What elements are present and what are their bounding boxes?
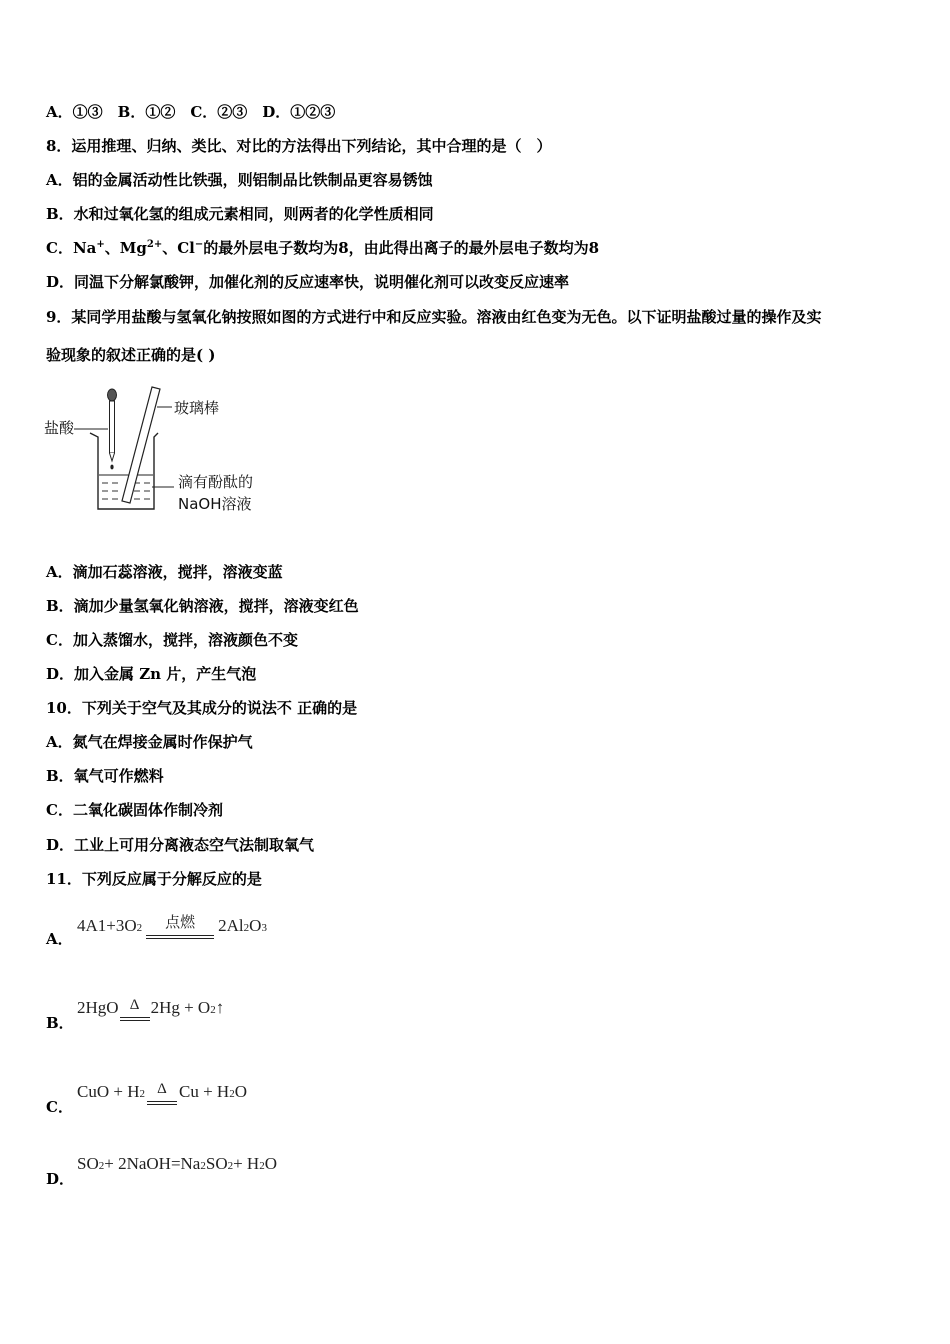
eq-c-condition-text: Δ: [157, 1081, 167, 1097]
q9-option-b: B．滴加少量氢氧化钠溶液，搅拌，溶液变红色: [46, 597, 359, 615]
q10-option-b: B．氧气可作燃料: [46, 767, 164, 785]
q11-option-a-equation: 4A1+3O 2 点燃 2Al 2 O 3: [77, 916, 267, 939]
q8-c-sup3: −: [194, 239, 204, 250]
q8-stem: 8．运用推理、归纳、类比、对比的方法得出下列结论，其中合理的是（ ）: [46, 137, 552, 155]
eq-b-double-bar: [120, 1017, 150, 1021]
q10-stem: 10．下列关于空气及其成分的说法不 正确的是: [46, 699, 358, 717]
eq-d-part4: + H: [233, 1154, 260, 1173]
q8-option-a: A．铝的金属活动性比铁强，则铝制品比铁制品更容易锈蚀: [46, 171, 433, 189]
q8-c-sup1: +: [96, 239, 105, 250]
q11-option-b-label: B．: [46, 1014, 74, 1032]
q11-option-c-equation: CuO + H 2 Δ Cu + H 2 O: [77, 1082, 247, 1105]
q8-c-prefix: C．Na: [46, 239, 97, 257]
q11-option-d-equation: SO 2 + 2NaOH=Na 2 SO 2 + H 2 O: [77, 1154, 277, 1173]
q10-option-c: C．二氧化碳固体作制冷剂: [46, 801, 223, 819]
eq-b-condition: [120, 997, 150, 1021]
label-solution-line2: NaOH溶液: [178, 495, 252, 513]
eq-d-part2: + 2NaOH=Na: [104, 1154, 201, 1173]
q9-option-c: C．加入蒸馏水，搅拌，溶液颜色不变: [46, 631, 298, 649]
eq-b-condition-text: Δ: [129, 997, 140, 1013]
label-glass-rod: 玻璃棒: [174, 399, 220, 417]
q11-stem: 11．下列反应属于分解反应的是: [46, 870, 262, 888]
q11-option-b-equation: 2HgO Δ 2Hg + O 2 ↑: [77, 998, 224, 1021]
q8-c-suffix: 的最外层电子数均为8，由此得出离子的最外层电子数均为8: [203, 239, 600, 257]
q9-option-a: A．滴加石蕊溶液，搅拌，溶液变蓝: [46, 563, 283, 581]
q10-option-a: A．氮气在焊接金属时作保护气: [46, 733, 253, 751]
eq-d-part5: O: [264, 1154, 277, 1173]
eq-a-rhs: 2Al: [218, 916, 244, 935]
q8-option-d: D．同温下分解氯酸钾，加催化剂的反应速率快，说明催化剂可以改变反应速率: [46, 273, 570, 291]
label-solution-line1: 滴有酚酞的: [178, 473, 254, 491]
eq-c-lhs: CuO + H: [77, 1082, 140, 1101]
eq-a-rhs-2: O: [249, 916, 262, 935]
q7-options: A．①③ B．①② C．②③ D．①②③: [46, 103, 336, 121]
eq-c-double-bar: [147, 1101, 177, 1105]
eq-a-lhs: 4A1+3O: [77, 916, 137, 935]
q8-option-c: [46, 238, 599, 258]
q9-stem-line1: 9．某同学用盐酸与氢氧化钠按照如图的方式进行中和反应实验。溶液由红色变为无色。以下证明盐酸过量的操作及实: [46, 308, 822, 326]
eq-a-condition: [146, 915, 214, 939]
q11-option-a-label: A．: [46, 930, 73, 948]
q8-option-b: B．水和过氧化氢的组成元素相同，则两者的化学性质相同: [46, 205, 434, 223]
eq-c-condition: [147, 1081, 177, 1105]
q11-option-c-label: C．: [46, 1098, 73, 1116]
q8-c-mid1: 、Mg: [104, 239, 147, 257]
eq-d-part1: SO: [77, 1154, 99, 1173]
eq-a-double-bar: [146, 935, 214, 939]
eq-b-lhs: 2HgO: [77, 998, 119, 1017]
q10-option-d: D．工业上可用分离液态空气法制取氧气: [46, 836, 315, 854]
eq-d-part3: SO: [205, 1154, 228, 1173]
eq-a-condition-text: 点燃: [165, 915, 196, 931]
q8-c-sup2: 2+: [146, 239, 163, 250]
q8-c-mid2: 、Cl: [162, 239, 195, 257]
label-hydrochloric-acid: 盐酸: [44, 419, 75, 437]
eq-c-rhs: Cu + H: [178, 1082, 230, 1101]
eq-c-rhs-2: O: [234, 1082, 247, 1101]
q11-option-d-label: D．: [46, 1170, 75, 1188]
q9-option-d: D．加入金属 Zn 片，产生气泡: [46, 665, 257, 683]
eq-b-rhs: 2Hg + O: [150, 998, 211, 1017]
q9-stem-line2: 验现象的叙述正确的是( ): [46, 346, 216, 364]
neutralization-figure: [44, 385, 284, 515]
eq-b-rhs-2: ↑: [215, 998, 225, 1017]
